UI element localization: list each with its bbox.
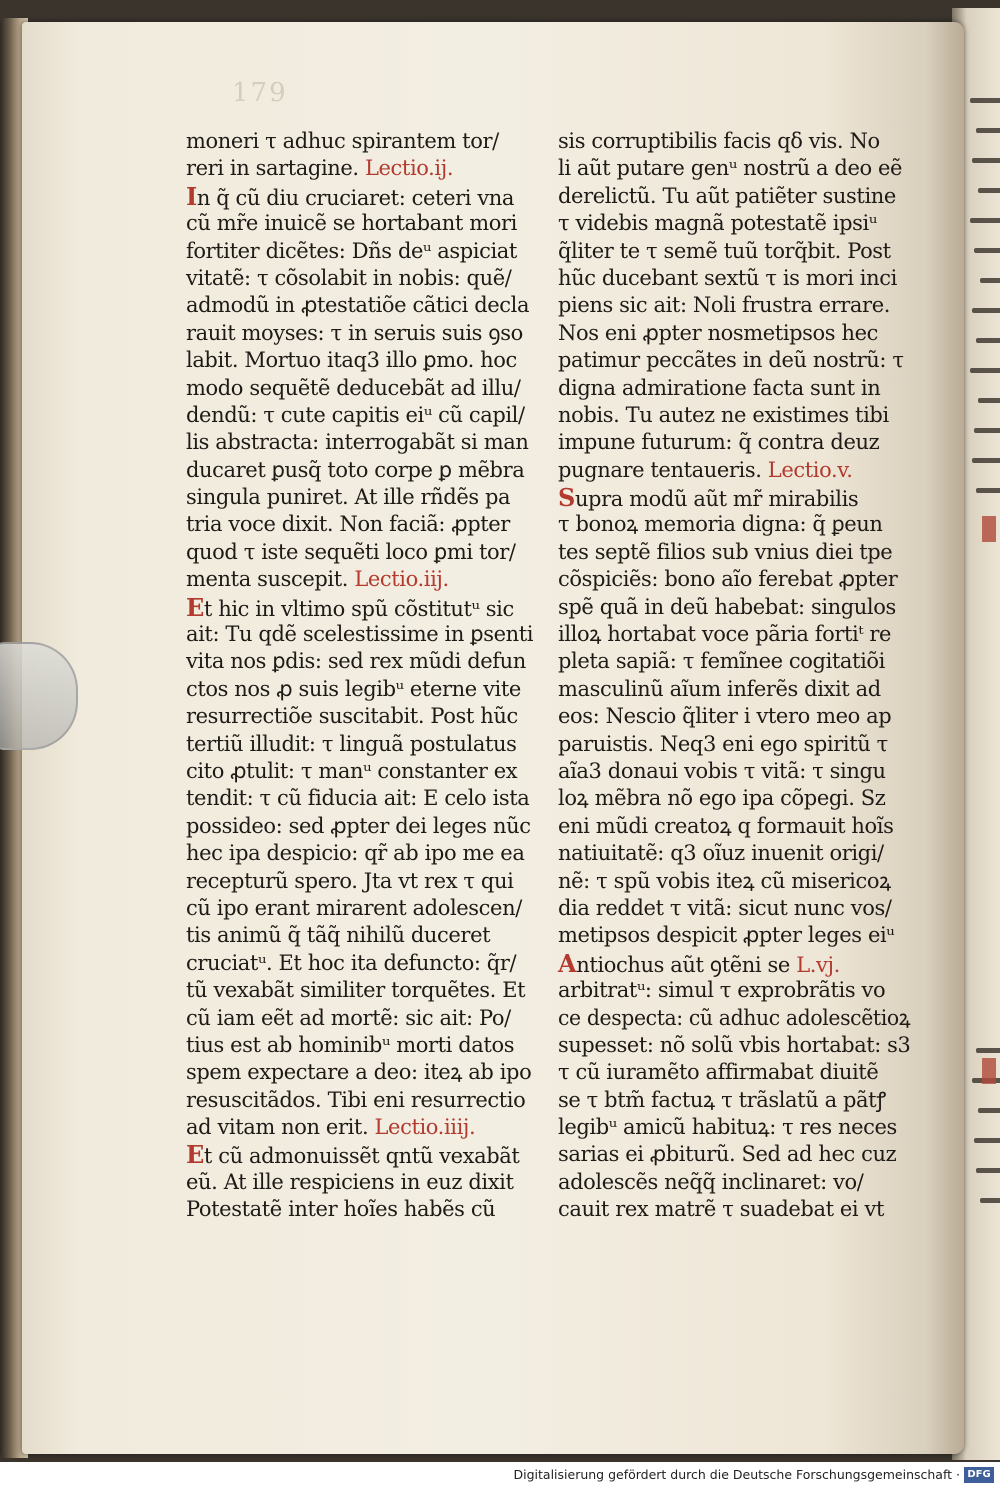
line-text: ctos nos ꝓ suis legibᵘ eterne vite [186, 676, 521, 701]
folio-number: 179 [232, 78, 288, 108]
text-line [558, 347, 910, 374]
text-line [186, 1087, 538, 1114]
line-text: paruistis. Neq3 eni ego spiritũ τ [558, 731, 888, 756]
line-text: digna admiratione facta sunt in [558, 375, 881, 400]
line-text: patimur peccãtes in deũ nostrũ: τ [558, 348, 904, 373]
line-text: cito ꝓtulit: τ manᵘ constanter ex [186, 758, 518, 783]
line-text: cauit rex matrẽ τ suadebat ei vt [558, 1197, 885, 1222]
line-text: loꝝ mẽbra nõ ego ipa cõpegi. Sz [558, 786, 886, 811]
lectio-rubric: Lectio.iiij. [374, 1115, 476, 1140]
text-line [558, 648, 910, 675]
text-line [558, 183, 910, 210]
line-text: labit. Mortuo itaq3 illo ꝑmo. hoc [186, 348, 517, 373]
text-line [558, 1032, 911, 1059]
text-line [558, 484, 910, 511]
text-line [186, 429, 538, 456]
line-text: pugnare tentaueris. [558, 457, 762, 482]
text-line [186, 703, 538, 730]
text-line [558, 1114, 910, 1141]
line-text: vita nos ꝑdis: sed rex mũdi defun [186, 649, 526, 674]
text-line [558, 210, 910, 237]
text-line [186, 731, 538, 758]
dfg-logo: DFG [964, 1467, 994, 1483]
text-column-left [186, 128, 538, 1224]
line-text: cũ mr̃e inuicẽ se hortabant mori [186, 211, 517, 236]
text-line [186, 155, 538, 182]
text-line [558, 840, 910, 867]
line-text: quod τ iste sequẽti loco ꝑmi tor/ [186, 539, 516, 564]
footer-bar [0, 1462, 1000, 1489]
text-line [186, 977, 538, 1004]
text-line [186, 676, 538, 703]
text-line [186, 402, 538, 429]
text-line [558, 566, 910, 593]
line-text: tria voce dixit. Non faciã: ꝓpter [186, 512, 510, 537]
text-line [558, 265, 910, 292]
text-column-right [558, 128, 910, 1224]
text-line [186, 457, 538, 484]
text-line [558, 1059, 910, 1086]
text-line [558, 895, 910, 922]
line-text: li aũt putare genᵘ nostrũ a deo eẽ [558, 156, 903, 181]
line-text: pleta sapiã: τ femĩnee cogitatiõi [558, 649, 885, 674]
text-line [186, 868, 538, 895]
text-line [186, 511, 538, 538]
text-line [186, 1005, 538, 1032]
lectio-rubric: Lectio.ij. [364, 156, 454, 181]
text-line [186, 950, 538, 977]
line-text: t hic in vltimo spũ cõstitutᵘ sic [203, 596, 514, 621]
line-text: impune futurum: q̃ contra deuz [558, 430, 880, 455]
text-line [558, 292, 910, 319]
text-line [558, 1087, 910, 1114]
line-text: tũ vexabãt similiter torquẽtes. Et [186, 978, 526, 1003]
line-text: piens sic ait: Noli frustra errare. [558, 293, 890, 318]
text-line [186, 1032, 538, 1059]
line-text: lis abstracta: interrogabãt si man [186, 430, 529, 455]
line-text: rauit moyses: τ in seruis suis ꝯso [186, 320, 523, 345]
line-text: dia reddet τ vitã: sicut nunc vos/ [558, 895, 892, 920]
lectio-rubric: Lectio.iij. [354, 567, 449, 592]
rubricated-initial: E [186, 1140, 204, 1170]
line-text: singula puniret. At ille rñdẽs pa [186, 485, 511, 510]
text-line [186, 128, 538, 155]
text-line [186, 922, 538, 949]
lectio-rubric: Lectio.v. [767, 457, 853, 482]
text-line [558, 238, 910, 265]
line-text: menta suscepit. [186, 567, 349, 592]
text-line [558, 785, 910, 812]
line-text: moneri τ adhuc spirantem tor/ [186, 129, 499, 153]
line-text: tes septẽ filios sub vnius diei tpe [558, 539, 893, 564]
line-text: admodũ in ꝓtestatiõe cãtici decla [186, 293, 530, 318]
text-line [558, 375, 910, 402]
text-line [186, 210, 538, 237]
text-line [558, 511, 910, 538]
text-line [186, 785, 538, 812]
text-line [186, 292, 538, 319]
text-line [558, 128, 910, 155]
line-text: upra modũ aũt mr̃ mirabilis [574, 487, 859, 512]
text-line [186, 539, 538, 566]
line-text: spẽ quã in deũ habebat: singulos [558, 594, 896, 619]
text-line [558, 594, 910, 621]
line-text: metipsos despicit ꝓpter leges eiᵘ [558, 923, 895, 948]
text-line [558, 731, 910, 758]
line-text: τ bonoꝝ memoria digna: q̃ ꝑeun [558, 512, 883, 537]
line-text: Potestatẽ inter hoĩes habẽs cũ [186, 1197, 496, 1222]
line-text: tendit: τ cũ fiducia ait: E celo ista [186, 786, 530, 811]
line-text: natiuitatẽ: q3 oĩuz inuenit origi/ [558, 841, 884, 866]
line-text: eos: Nescio q̃liter i vtero meo ap [558, 704, 892, 729]
line-text: sis corruptibilis facis qδ vis. No [558, 129, 880, 153]
line-text: cũ iam eẽt ad mortẽ: sic ait: Po/ [186, 1005, 511, 1030]
text-line [558, 1169, 910, 1196]
line-text: ntiochus aũt ꝯtẽni se [576, 952, 790, 977]
text-line [558, 320, 910, 347]
text-line [558, 402, 910, 429]
text-line [186, 621, 538, 648]
line-text: resurrectiõe suscitabit. Post hũc [186, 704, 518, 729]
line-text: possideo: sed ꝓpter dei leges nũc [186, 813, 531, 838]
line-text: Nos eni ꝓpter nosmetipsos hec [558, 320, 878, 345]
text-line [558, 539, 910, 566]
text-line [186, 238, 538, 265]
line-text: ducaret ꝑusq̃ toto corpe ꝑ mẽbra [186, 457, 525, 482]
line-text: recepturũ spero. Jta vt rex τ qui [186, 868, 514, 893]
text-line [558, 155, 910, 182]
text-line [558, 1005, 911, 1032]
rubricated-initial: A [558, 948, 577, 978]
text-line [186, 758, 538, 785]
text-line [186, 1196, 538, 1223]
text-line [186, 813, 538, 840]
line-text: tius est ab hominibᵘ morti datos [186, 1032, 515, 1057]
line-text: eũ. At ille respiciens in euz dixit [186, 1169, 514, 1194]
line-text: adolescẽs neq̃q̃ inclinaret: vo/ [558, 1169, 864, 1194]
text-line [558, 1196, 910, 1223]
text-line [186, 840, 538, 867]
text-line [558, 457, 910, 484]
text-line [186, 347, 538, 374]
line-text: cõspiciẽs: bono aĩo ferebat ꝓpter [558, 567, 898, 592]
line-text: hũc ducebant sextũ τ is mori inci [558, 265, 897, 290]
text-line [558, 922, 910, 949]
line-text: τ videbis magnã potestatẽ ipsiᵘ [558, 211, 877, 236]
line-text: t cũ admonuissẽt qntũ vexabãt [203, 1144, 520, 1169]
line-text: ce despecta: cũ adhuc adolescẽtioꝝ [558, 1005, 911, 1030]
text-line [558, 758, 910, 785]
text-line [186, 375, 538, 402]
text-line [186, 320, 538, 347]
text-line [186, 648, 538, 675]
text-line [186, 1169, 538, 1196]
text-line [558, 813, 910, 840]
line-text: sarias ei ꝓbiturũ. Sed ad hec cuz [558, 1142, 897, 1167]
text-line [558, 703, 910, 730]
line-text: dendũ: τ cute capitis eiᵘ cũ capil/ [186, 402, 525, 427]
text-line [558, 1141, 910, 1168]
text-line [186, 594, 538, 621]
funding-notice: Digitalisierung gefördert durch die Deutsche Forschungsgemeinschaft · [513, 1467, 960, 1482]
line-text: derelictũ. Tu aũt patiẽter sustine [558, 183, 896, 208]
text-line [186, 1059, 538, 1086]
line-text: q̃liter te τ semẽ tuũ torq̃bit. Post [558, 238, 891, 263]
line-text: cruciatᵘ. Et hoc ita defuncto: q̃r/ [186, 950, 517, 975]
line-text: n q̃ cũ diu cruciaret: ceteri vna [196, 185, 515, 210]
text-line [186, 895, 538, 922]
text-line [186, 484, 538, 511]
text-line [186, 566, 538, 593]
line-text: cũ ipo erant mirarent adolescen/ [186, 895, 522, 920]
line-text: fortiter dicẽtes: Dñs deᵘ aspiciat [186, 238, 517, 263]
line-text: aĩa3 donaui vobis τ vitã: τ singu [558, 758, 886, 783]
line-text: nobis. Tu autez ne existimes tibi [558, 402, 889, 427]
lectio-rubric: L.vj. [796, 952, 840, 977]
text-line [186, 1141, 538, 1168]
line-text: supesset: nõ solũ vbis hortabat: s3 [558, 1032, 911, 1057]
text-line [186, 183, 538, 210]
line-text: masculinũ aĩum inferẽs dixit ad [558, 676, 881, 701]
line-text: resuscitãdos. Tibi eni resurrectio [186, 1087, 526, 1112]
line-text: τ cũ iuramẽto affirmabat diuitẽ [558, 1060, 879, 1085]
line-text: illoꝝ hortabat voce pãria fortiᵗ re [558, 622, 892, 647]
line-text: reri in sartagine. [186, 156, 359, 181]
text-line [558, 977, 910, 1004]
text-line [558, 621, 910, 648]
rubricated-initial: I [186, 181, 197, 211]
line-text: tertiũ illudit: τ linguã postulatus [186, 731, 517, 756]
line-text: legibᵘ amicũ habituꝝ: τ res neces [558, 1115, 897, 1140]
text-line [558, 429, 910, 456]
line-text: modo sequẽtẽ deducebãt ad illu/ [186, 375, 521, 400]
text-line [558, 868, 910, 895]
line-text: spem expectare a deo: iteꝝ ab ipo [186, 1060, 532, 1085]
rubricated-initial: S [558, 483, 575, 513]
line-text: eni mũdi creatoꝝ q formauit hoĩs [558, 813, 894, 838]
line-text: ait: Tu qdẽ scelestissime in ꝑsenti [186, 622, 534, 647]
text-line [186, 1114, 538, 1141]
line-text: tis animũ q̃ tãq̃ nihilũ duceret [186, 923, 491, 948]
line-text: nẽ: τ spũ vobis iteꝝ cũ misericoꝝ [558, 868, 891, 893]
line-text: hec ipa despicio: qr̃ ab ipo me ea [186, 841, 525, 866]
line-text: se τ btm̃ factuꝝ τ trãslatũ a pãtꝭ [558, 1087, 886, 1112]
rubricated-initial: E [186, 592, 204, 622]
line-text: arbitratᵘ: simul τ exprobrãtis vo [558, 978, 886, 1003]
line-text: ad vitam non erit. [186, 1115, 369, 1140]
text-line [558, 950, 910, 977]
text-line [558, 676, 910, 703]
text-line [186, 265, 538, 292]
line-text: vitatẽ: τ cõsolabit in nobis: quẽ/ [186, 265, 512, 290]
